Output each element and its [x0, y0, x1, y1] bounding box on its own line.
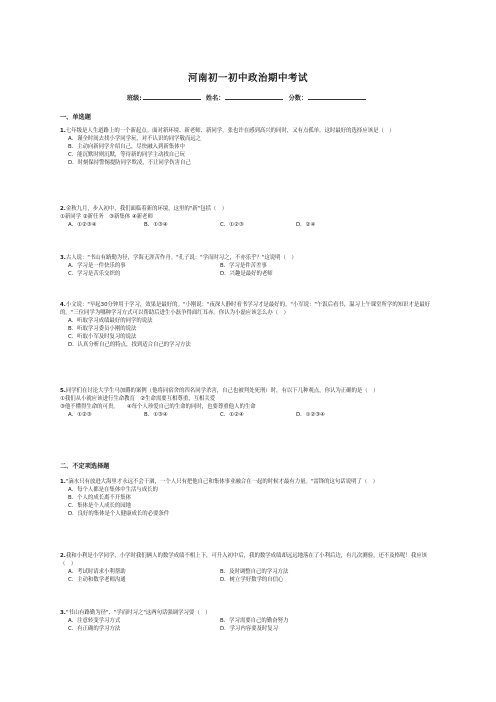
question-item: ③他不懂得生命的可贵。 ④每个人珍爱自己的生命的同时，也要尊重他人的生命 [60, 404, 256, 410]
option[interactable]: C．学习是苦乐交织的 [68, 271, 121, 277]
question-3 [60, 254, 440, 278]
name-blank[interactable] [225, 93, 283, 100]
option[interactable]: B．①③④ [144, 412, 168, 418]
option[interactable]: A．谨全时间去找小学同学玩，对不认识的同学敬而远之 [68, 136, 202, 142]
question-number: 3. [60, 255, 66, 261]
option[interactable]: D．认真分析自己的特点，找到适合自己的学习方法 [68, 342, 191, 348]
question-item: ①我们从小就应该进行生命教育 ②生命需要互相尊重，互相关爱 [60, 396, 216, 402]
class-label: 班级: [126, 95, 142, 102]
class-blank[interactable] [143, 93, 201, 100]
score-blank[interactable] [308, 93, 366, 100]
option[interactable]: A．注意转变学习方式 [68, 618, 121, 624]
option[interactable]: B．学习需要自己的勤奋努力 [220, 618, 289, 624]
option[interactable]: B．听取学习委员小刚的说法 [68, 326, 137, 332]
question-number: 4. [60, 302, 66, 308]
option[interactable]: B．学习是件苦差事 [220, 263, 267, 269]
question-number: 1. [60, 128, 66, 134]
question-1 [60, 127, 440, 167]
page-title: 河南初一初中政治期中考试 [187, 73, 308, 84]
option[interactable]: C．①②③ [220, 222, 244, 228]
question-6 [60, 478, 440, 518]
option[interactable]: D．①②③④ [296, 412, 325, 418]
option[interactable]: C．有正确的学习方法 [68, 626, 121, 632]
question-stem: 七年级是人生道路上的一个新起点。面对新环境、新老师、新同学，张也许在感到高兴的同时，又有点孤单。这时最好的选择应该是（ ） [65, 128, 395, 134]
question-number: 2. [60, 553, 66, 559]
section-heading-multi-choice: 二、不定项选择题 [60, 463, 110, 470]
question-stem: 我和小利是小学同学，小学时我们俩人的数学成绩不相上下，可升入初中后，我的数学成绩却远远地落在了小利后边，有几次测验，还不及格呢！我应该（ ） [60, 553, 427, 567]
option[interactable]: C．主动和数学老师沟通 [68, 577, 126, 583]
option[interactable]: D．学习内容要及时复习 [220, 626, 279, 632]
section-heading-single-choice: 一、单选题 [60, 114, 91, 121]
student-info-line [0, 93, 496, 102]
option[interactable]: B．主动向新同学介绍自己，尽快融入到新集体中 [68, 144, 185, 150]
option[interactable]: B．①③④ [144, 222, 168, 228]
option[interactable]: D．②④ [296, 222, 316, 228]
question-5 [60, 387, 440, 419]
option[interactable]: A．①②③ [68, 412, 92, 418]
question-stem: "滴水只有放进大海里才永远不会干涸，一个人只有把他自己和集体事业融合在一起的时候才最有力量。"雷锋的这句话说明了（ ） [65, 479, 379, 485]
question-7 [60, 552, 440, 584]
option[interactable]: C．听取小军及时复习的说法 [68, 334, 137, 340]
option[interactable]: A．每个人都是在集体中生活与成长的 [68, 487, 158, 493]
question-stem: 金秋九月，步入初中，我们面临着新的环境，这里的"新"包括（ ） [65, 206, 228, 212]
question-8 [60, 609, 440, 633]
option[interactable]: A．①②③④ [68, 222, 97, 228]
option[interactable]: A．听取学习成绩最好的同学的说法 [68, 318, 153, 324]
option[interactable]: A．学习是一件快乐的事 [68, 263, 126, 269]
option[interactable]: D．兴趣是最好的老师 [220, 271, 273, 277]
option[interactable]: B．及时调整自己的学习方法 [220, 569, 289, 575]
question-number: 5. [60, 388, 66, 394]
question-stem: 同学们在讨论大学生马加爵的案例（他将同宿舍的四名同学杀害，自己也被判处死刑）时，有以下几种观点，你认为正确的是（ ） [65, 388, 379, 394]
question-stem: 古人说："书山有路勤为径，学海无涯苦作舟。"孔子说："学而时习之，不亦乐乎？"这说明（ ） [65, 255, 297, 261]
question-number: 2. [60, 206, 66, 212]
option[interactable]: B．个人的成长离不开集体 [68, 495, 131, 501]
question-4 [60, 301, 440, 349]
question-stem: "书山有路勤为径"、"学而时习之"这两句话强调学习要（ ） [65, 610, 211, 616]
option[interactable]: D．良好的集体是个人健康成长的必要条件 [68, 511, 170, 517]
option[interactable]: C．集体是个人成长的园地 [68, 503, 132, 509]
question-number: 3. [60, 610, 66, 616]
option[interactable]: C．①②④ [220, 412, 244, 418]
question-2 [60, 205, 440, 229]
score-label: 分数： [288, 95, 308, 102]
option[interactable]: A．考试时请求小利帮助 [68, 569, 126, 575]
question-number: 1. [60, 479, 66, 485]
option[interactable]: D．树立学好数学的自信心 [220, 577, 284, 583]
name-label: 姓名： [205, 95, 225, 102]
question-stem: 小文说："早起30分钟用于学习，效果是最好的。"小刚说："夜深人静时看书学习才是最好的。"小军说："午饭后看书，温习上午课堂所学的知识才是最好的。"三位同学为哪种学习方式可以帮助后进生小磊争得面红耳赤。你认为小磊应该怎么办（ ） [60, 302, 431, 316]
question-items: ①新同学 ②新任务 ③新集体 ④新老师 [60, 214, 153, 220]
option[interactable]: D．时刻保持警惕提防同学欺凌，不让同学伤害自己 [68, 160, 191, 166]
option[interactable]: C．能沉默时则沉默，等待新的同学主动找自己玩 [68, 152, 185, 158]
